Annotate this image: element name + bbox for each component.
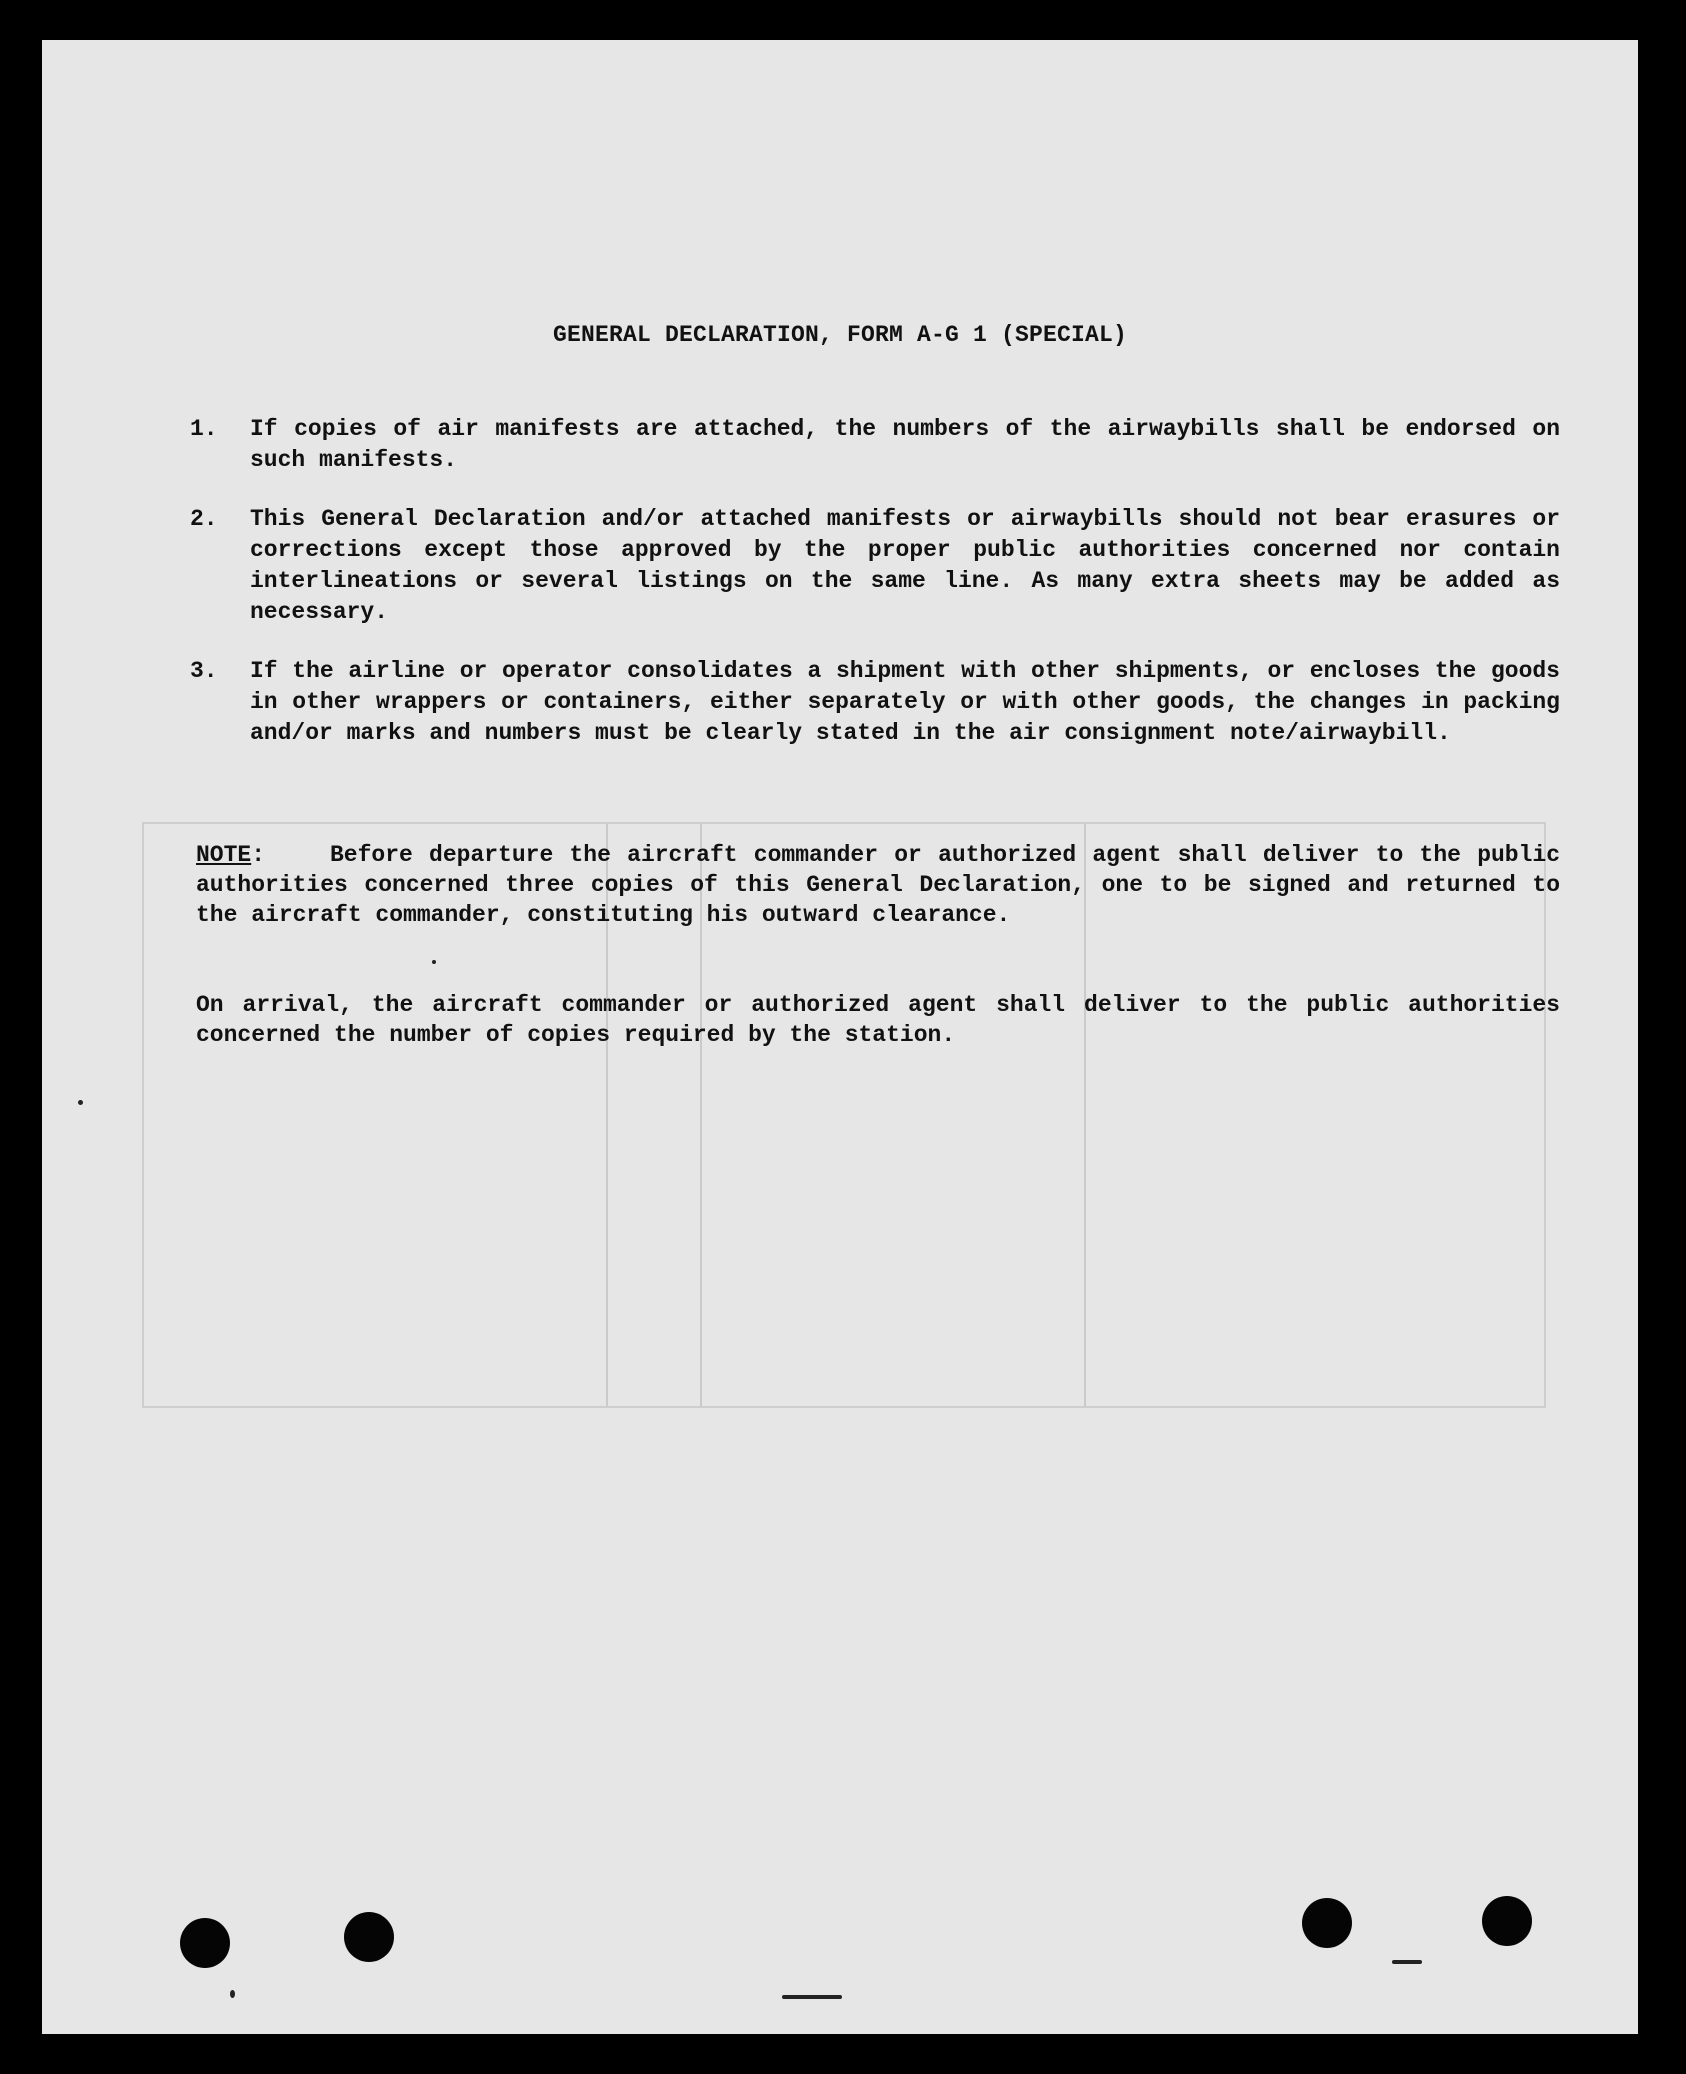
item-text: If copies of air manifests are attached, the numbers of the airwaybills shall be endorsed on such manifests. (250, 416, 1560, 473)
note-colon: : (251, 842, 330, 868)
form-title: GENERAL DECLARATION, FORM A-G 1 (SPECIAL) (552, 322, 1128, 348)
note-label: NOTE (196, 842, 252, 868)
item-text: This General Declaration and/or attached manifests or airwaybills should not bear erasures or corrections except those approved by the proper public authorities concerned nor contain interlineations or several listings on the same line. As many extra sheets may be added as necessary. (250, 506, 1560, 625)
note-paragraph (196, 840, 1560, 930)
speck (1392, 1960, 1422, 1964)
punch-hole (180, 1918, 230, 1968)
item-number: 3. (190, 658, 218, 684)
item-number: 2. (190, 506, 218, 532)
instruction-item-1 (190, 414, 1560, 476)
item-number: 1. (190, 416, 218, 442)
speck (782, 1995, 842, 1999)
speck (432, 960, 436, 964)
document-page (42, 40, 1638, 2034)
punch-hole (344, 1912, 394, 1962)
instruction-item-2 (190, 504, 1560, 628)
punch-hole (1302, 1898, 1352, 1948)
speck (78, 1100, 83, 1105)
item-text: If the airline or operator consolidates a shipment with other shipments, or encloses the goods in other wrappers or containers, either separately or with other goods, the changes in packing and/or marks and numbers must be clearly stated in the air consignment note/airwaybill. (250, 658, 1560, 746)
punch-hole (1482, 1896, 1532, 1946)
speck (230, 1990, 235, 1998)
arrival-paragraph: On arrival, the aircraft commander or authorized agent shall deliver to the public authorities concerned the number of copies required by the station. (196, 992, 1560, 1048)
note-text: Before departure the aircraft commander or authorized agent shall deliver to the public authorities concerned three copies of this General Declaration, one to be signed and returned to the aircraft commander, constituting his outward clearance. (196, 842, 1561, 928)
instruction-item-3 (190, 656, 1560, 749)
